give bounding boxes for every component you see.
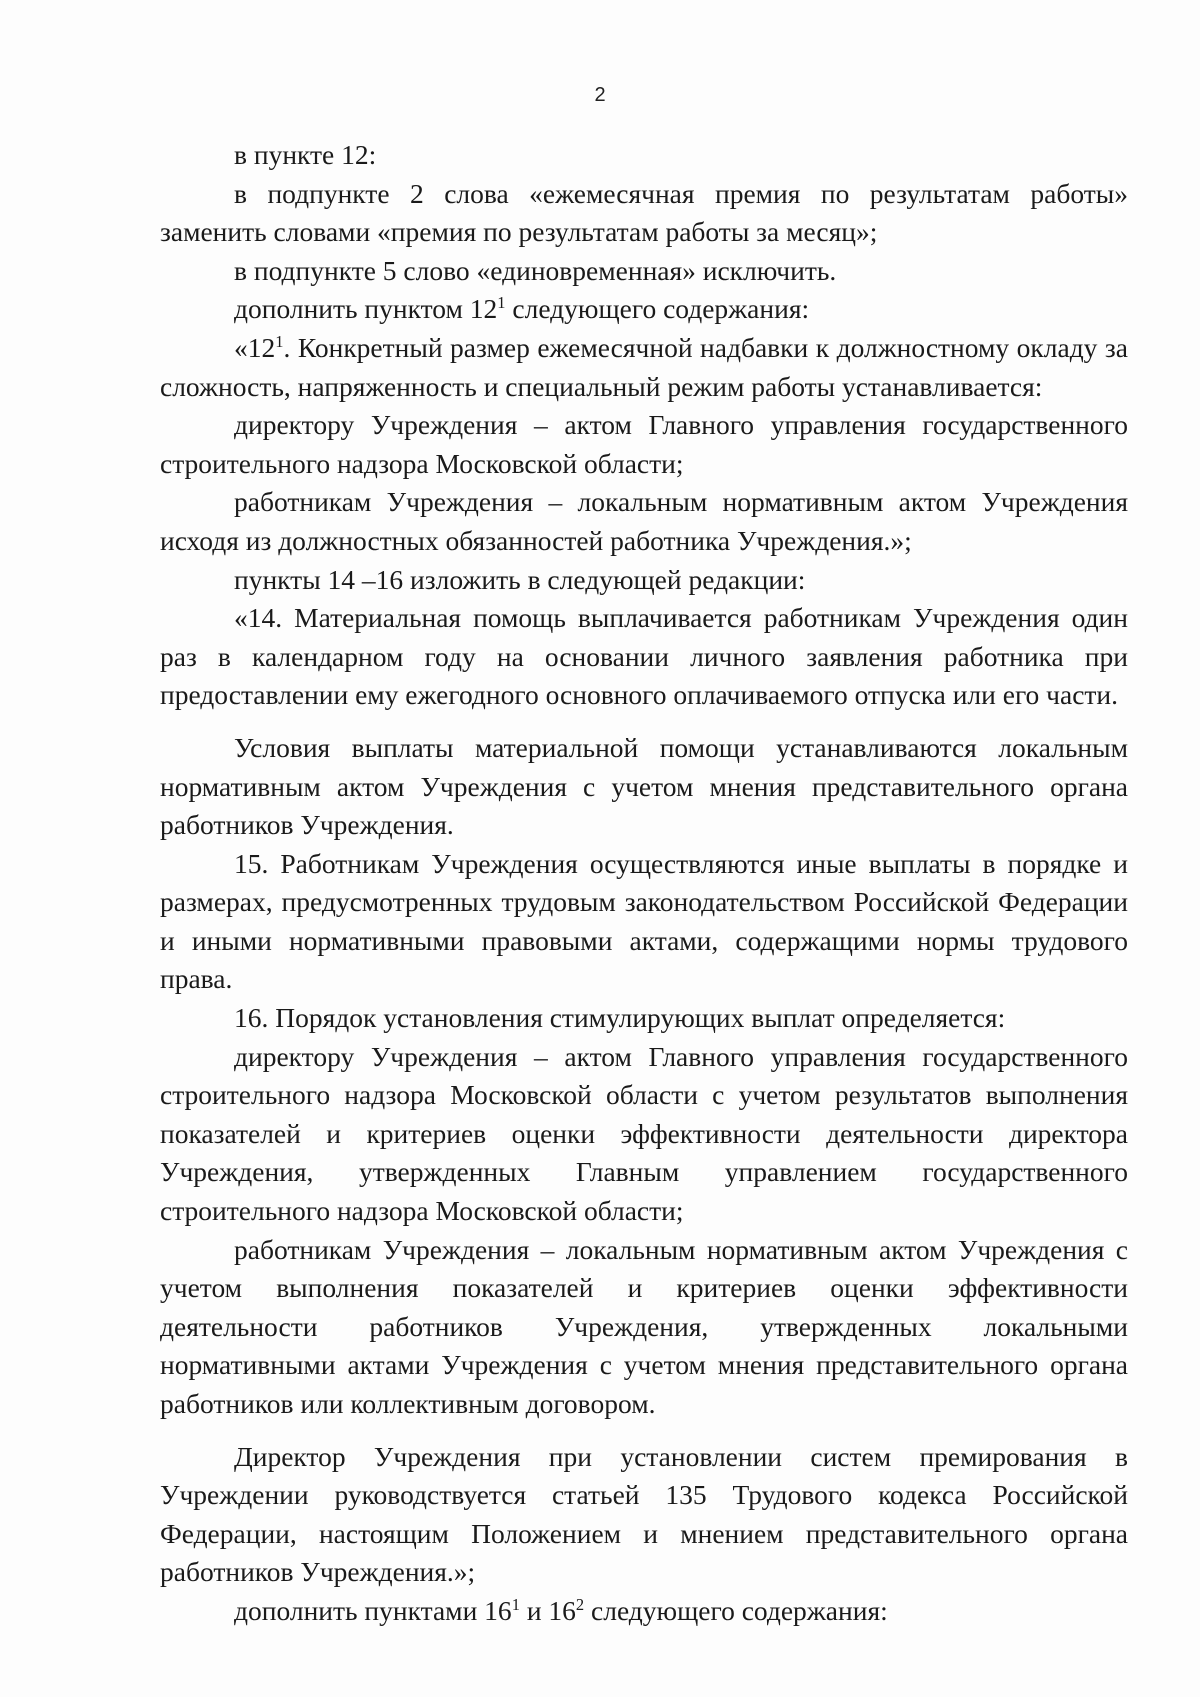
- paragraph: в пункте 12:: [234, 139, 377, 170]
- paragraph: [160, 329, 1128, 406]
- text-run: следующего содержания:: [584, 1594, 888, 1626]
- text-run: «12: [234, 331, 276, 363]
- text-run: . Конкретный размер ежемесячной надбавки к должностному окладу за сложность, напряженность и специальный режим работы устанавливается:: [160, 331, 1128, 402]
- paragraph: «14. Материальная помощь выплачивается работникам Учреждения один раз в календарном году на основании личного заявления работника при предоставлении ему ежегодного основного оплачиваемого отпуска или его части.: [160, 602, 1128, 711]
- page-number: 2: [594, 84, 606, 106]
- paragraph: [160, 1592, 1128, 1631]
- paragraph: 16. Порядок установления стимулирующих выплат определяется:: [234, 1002, 1006, 1034]
- paragraph: директору Учреждения – актом Главного управления государственного строительного надзора Московской области с учетом результатов выполнения показателей и критериев оценки эффективности деятельности директора Учреждения, утвержденных Главным управлением государственного строительного надзора Московской области;: [160, 1040, 1128, 1227]
- superscript: 2: [575, 1594, 585, 1614]
- paragraph: работникам Учреждения – локальным нормативным актом Учреждения исходя из должностных обязанностей работника Учреждения.»;: [160, 486, 1128, 556]
- paragraph: [160, 290, 1128, 329]
- paragraph: Условия выплаты материальной помощи устанавливаются локальным нормативным актом Учреждения с учетом мнения представительного органа работников Учреждения.: [160, 731, 1128, 841]
- text-run: следующего содержания:: [505, 293, 810, 325]
- text-run: дополнить пунктами 16: [234, 1594, 512, 1626]
- superscript: 1: [497, 293, 506, 313]
- text-run: и 16: [519, 1594, 576, 1626]
- paragraph: пункты 14 –16 изложить в следующей редакции:: [234, 563, 806, 595]
- paragraph: директору Учреждения – актом Главного управления государственного строительного надзора Московской области;: [160, 409, 1128, 479]
- paragraph: 15. Работникам Учреждения осуществляются иные выплаты в порядке и размерах, предусмотренных трудовым законодательством Российской Федерации и иными нормативными правовыми актами, содержащими нормы трудового права.: [160, 847, 1128, 995]
- paragraph: в подпункте 2 слова «ежемесячная премия по результатам работы» заменить словами «премия по результатам работы за месяц»;: [160, 177, 1128, 248]
- text-run: дополнить пунктом 12: [234, 293, 498, 325]
- paragraph: в подпункте 5 слово «единовременная» исключить.: [234, 254, 837, 286]
- superscript: 1: [275, 331, 284, 351]
- paragraph: Директор Учреждения при установлении систем премирования в Учреждении руководствуется статьей 135 Трудового кодекса Российской Федерации, настоящим Положением и мнением представительного органа работников Учреждения.»;: [160, 1440, 1128, 1588]
- paragraph: работникам Учреждения – локальным нормативным актом Учреждения с учетом выполнения показателей и критериев оценки эффективности деятельности работников Учреждения, утвержденных локальными нормативными актами Учреждения с учетом мнения представительного органа работников или коллективным договором.: [160, 1233, 1128, 1419]
- document-body: [160, 136, 1128, 1631]
- superscript: 1: [511, 1594, 520, 1614]
